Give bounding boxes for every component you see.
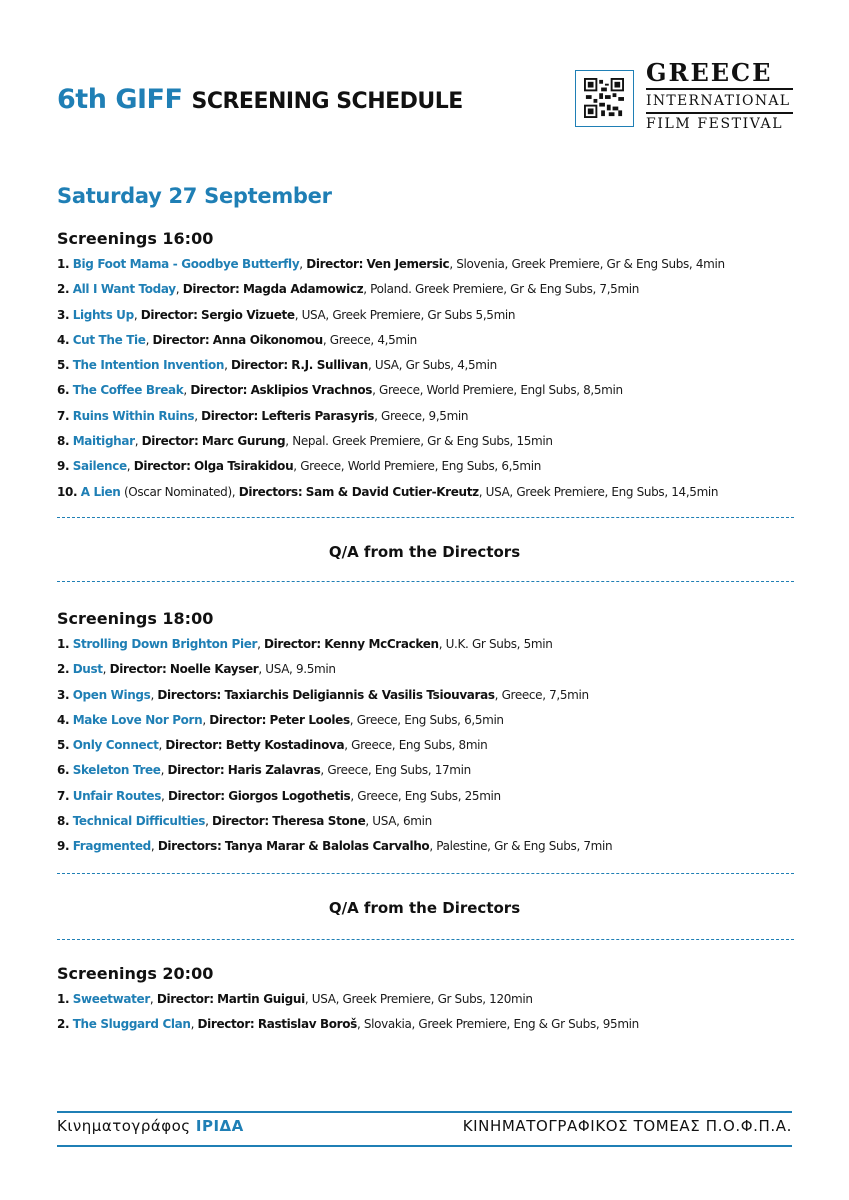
dashed-separator bbox=[57, 873, 794, 874]
film-title: Fragmented bbox=[72, 839, 151, 854]
screening-item bbox=[57, 404, 725, 429]
item-sep: , bbox=[150, 687, 158, 702]
item-sep: , bbox=[202, 712, 210, 727]
item-details: , USA, 6min bbox=[365, 814, 432, 829]
item-number: 9. bbox=[57, 459, 70, 474]
screening-item bbox=[57, 480, 725, 505]
item-details: , Greece, Eng Subs, 17min bbox=[320, 763, 471, 778]
item-sep: , bbox=[134, 434, 142, 449]
item-number: 1. bbox=[57, 637, 70, 651]
item-number: 2. bbox=[57, 1017, 70, 1032]
logo-rule-top bbox=[646, 88, 793, 90]
screening-item bbox=[57, 1012, 639, 1037]
screening-item bbox=[57, 987, 639, 1012]
item-number: 8. bbox=[57, 814, 70, 829]
director-label: Director: bbox=[167, 788, 225, 803]
item-number: 4. bbox=[57, 712, 70, 727]
item-number: 5. bbox=[57, 738, 70, 753]
screening-item bbox=[57, 252, 725, 277]
item-details: , USA, Greek Premiere, Gr Subs 5,5min bbox=[294, 307, 516, 322]
film-title: Sailence bbox=[72, 459, 127, 474]
item-number: 8. bbox=[57, 434, 70, 449]
item-sep: , bbox=[175, 282, 183, 297]
item-details: , USA, 9.5min bbox=[258, 662, 336, 677]
director-name: Betty Kostadinova bbox=[225, 738, 345, 753]
film-title: Sweetwater bbox=[72, 992, 150, 1006]
film-title: Ruins Within Ruins bbox=[72, 408, 195, 423]
director-label: Director: bbox=[190, 383, 248, 398]
screening-item bbox=[57, 834, 612, 859]
item-sep: , bbox=[194, 408, 202, 423]
screening-item bbox=[57, 454, 725, 479]
film-title: Big Foot Mama - Goodbye Butterfly bbox=[72, 257, 300, 271]
item-number: 7. bbox=[57, 788, 70, 803]
director-label: Director: bbox=[167, 763, 225, 778]
footer-venue-prefix: Κινηματογράφος bbox=[57, 1117, 191, 1135]
film-title: Make Love Nor Porn bbox=[72, 712, 203, 727]
director-name: Noelle Kayser bbox=[169, 662, 259, 677]
director-label: Directors: bbox=[238, 484, 303, 499]
film-title: The Sluggard Clan bbox=[72, 1017, 191, 1032]
item-details: , Greece, 4,5min bbox=[322, 332, 417, 347]
title-accent: 6th GIFF bbox=[57, 84, 183, 115]
item-details: , U.K. Gr Subs, 5min bbox=[438, 637, 553, 651]
item-sep: , bbox=[160, 763, 168, 778]
day-title: Saturday 27 September bbox=[57, 184, 332, 208]
screening-item bbox=[57, 632, 612, 657]
director-name: Asklipios Vrachnos bbox=[250, 383, 373, 398]
page-title bbox=[57, 84, 463, 115]
dashed-separator bbox=[57, 517, 794, 518]
screening-item bbox=[57, 784, 612, 809]
logo-line-film-festival: FILM FESTIVAL bbox=[646, 116, 784, 132]
footer-organizer: ΚΙΝΗΜΑΤΟΓΡΑΦΙΚΟΣ ΤΟΜΕΑΣ Π.Ο.Φ.Π.Α. bbox=[462, 1117, 792, 1135]
director-label: Director: bbox=[231, 358, 288, 373]
screening-list-1800 bbox=[57, 632, 612, 860]
item-number: 3. bbox=[57, 687, 70, 702]
item-sep: , bbox=[126, 459, 134, 474]
item-sep: , bbox=[150, 839, 158, 854]
film-title: Maitighar bbox=[72, 434, 135, 449]
block-heading-1600: Screenings 16:00 bbox=[57, 229, 214, 248]
film-title: Strolling Down Brighton Pier bbox=[72, 637, 258, 651]
screening-item bbox=[57, 303, 725, 328]
item-sep: , bbox=[183, 383, 191, 398]
dashed-separator bbox=[57, 939, 794, 940]
director-name: Giorgos Logothetis bbox=[228, 788, 351, 803]
director-name: Taxiarchis Deligiannis & Vasilis Tsiouvaras bbox=[224, 687, 495, 702]
director-name: R.J. Sullivan bbox=[291, 358, 368, 373]
footer-rule-top bbox=[57, 1111, 792, 1113]
director-label: Director: bbox=[165, 738, 223, 753]
item-sep: , bbox=[299, 257, 307, 271]
screening-item bbox=[57, 683, 612, 708]
director-label: Director: bbox=[109, 662, 167, 677]
footer-venue-name: ΙΡΙΔΑ bbox=[195, 1117, 244, 1135]
screening-item bbox=[57, 277, 725, 302]
footer-venue bbox=[57, 1117, 244, 1135]
item-number: 1. bbox=[57, 257, 70, 271]
director-label: Director: bbox=[182, 282, 240, 297]
screening-item bbox=[57, 809, 612, 834]
item-number: 2. bbox=[57, 282, 70, 297]
item-details: , Greece, World Premiere, Engl Subs, 8,5min bbox=[372, 383, 623, 398]
item-details: , Greece, Eng Subs, 6,5min bbox=[349, 712, 504, 727]
item-details: , Poland. Greek Premiere, Gr & Eng Subs, 7,5min bbox=[363, 282, 640, 297]
qr-code-frame bbox=[575, 70, 634, 127]
director-label: Director: bbox=[212, 814, 269, 829]
item-details: , Slovakia, Greek Premiere, Eng & Gr Subs, 95min bbox=[356, 1017, 639, 1032]
item-sep: , bbox=[158, 738, 166, 753]
film-title: Technical Difficulties bbox=[72, 814, 206, 829]
item-sep: , bbox=[190, 1017, 198, 1032]
film-title: Skeleton Tree bbox=[72, 763, 161, 778]
item-number: 10. bbox=[57, 484, 78, 499]
director-label: Director: bbox=[156, 992, 214, 1006]
director-label: Directors: bbox=[157, 687, 221, 702]
item-details: , Greece, Eng Subs, 8min bbox=[344, 738, 488, 753]
item-number: 7. bbox=[57, 408, 70, 423]
screening-item bbox=[57, 328, 725, 353]
block-heading-2000: Screenings 20:00 bbox=[57, 964, 214, 983]
director-name: Martin Guigui bbox=[217, 992, 305, 1006]
item-number: 1. bbox=[57, 992, 70, 1006]
festival-logo bbox=[575, 58, 793, 133]
film-title: The Coffee Break bbox=[72, 383, 184, 398]
item-sep: , bbox=[149, 992, 157, 1006]
director-name: Magda Adamowicz bbox=[242, 282, 364, 297]
item-details: , Greece, World Premiere, Eng Subs, 6,5min bbox=[293, 459, 541, 474]
director-name: Anna Oikonomou bbox=[212, 332, 323, 347]
footer-rule-bottom bbox=[57, 1145, 792, 1147]
director-label: Director: bbox=[141, 434, 199, 449]
item-sep: , bbox=[133, 307, 141, 322]
dashed-separator bbox=[57, 581, 794, 582]
item-details: , Greece, 7,5min bbox=[494, 687, 589, 702]
film-title: All I Want Today bbox=[72, 282, 176, 297]
director-name: Sam & David Cutier-Kreutz bbox=[305, 484, 479, 499]
film-title: Unfair Routes bbox=[72, 788, 161, 803]
film-title: Dust bbox=[72, 662, 103, 677]
item-extra: (Oscar Nominated), bbox=[120, 484, 239, 499]
screening-item bbox=[57, 657, 612, 682]
director-label: Director: bbox=[140, 307, 198, 322]
item-details: , USA, Greek Premiere, Gr Subs, 120min bbox=[304, 992, 533, 1006]
item-details: , Greece, Eng Subs, 25min bbox=[350, 788, 501, 803]
item-sep: , bbox=[145, 332, 153, 347]
screening-list-1600 bbox=[57, 252, 725, 505]
item-number: 5. bbox=[57, 358, 70, 373]
item-details: , USA, Greek Premiere, Eng Subs, 14,5min bbox=[478, 484, 719, 499]
film-title: Only Connect bbox=[72, 738, 159, 753]
film-title: A Lien bbox=[80, 484, 121, 499]
screening-item bbox=[57, 733, 612, 758]
film-title: Open Wings bbox=[72, 687, 151, 702]
director-name: Sergio Vizuete bbox=[201, 307, 295, 322]
item-details: , Greece, 9,5min bbox=[374, 408, 469, 423]
qr-code-icon bbox=[584, 78, 624, 118]
director-label: Directors: bbox=[157, 839, 222, 854]
item-sep: , bbox=[257, 637, 265, 651]
director-name: Theresa Stone bbox=[272, 814, 366, 829]
screening-item bbox=[57, 378, 725, 403]
director-name: Tanya Marar & Balolas Carvalho bbox=[224, 839, 430, 854]
film-title: Cut The Tie bbox=[72, 332, 146, 347]
block-heading-1800: Screenings 18:00 bbox=[57, 609, 214, 628]
screening-item bbox=[57, 429, 725, 454]
qa-label-2: Q/A from the Directors bbox=[328, 899, 521, 917]
director-label: Director: bbox=[201, 408, 258, 423]
item-number: 6. bbox=[57, 763, 70, 778]
director-name: Kenny McCracken bbox=[324, 637, 439, 651]
item-sep: , bbox=[224, 358, 232, 373]
director-label: Director: bbox=[197, 1017, 255, 1032]
director-name: Ven Jemersic bbox=[366, 257, 450, 271]
director-label: Director: bbox=[209, 712, 267, 727]
item-number: 6. bbox=[57, 383, 70, 398]
director-label: Director: bbox=[264, 637, 321, 651]
item-sep: , bbox=[205, 814, 212, 829]
item-details: , Nepal. Greek Premiere, Gr & Eng Subs, 15min bbox=[285, 434, 553, 449]
item-sep: , bbox=[161, 788, 168, 803]
item-number: 9. bbox=[57, 839, 70, 854]
screening-list-2000 bbox=[57, 987, 639, 1038]
logo-line-greece: GREECE bbox=[646, 58, 773, 87]
item-details: , Palestine, Gr & Eng Subs, 7min bbox=[429, 839, 613, 854]
logo-line-international: INTERNATIONAL bbox=[646, 93, 791, 109]
director-name: Haris Zalavras bbox=[227, 763, 321, 778]
director-name: Rastislav Boroš bbox=[257, 1017, 357, 1032]
director-label: Director: bbox=[306, 257, 364, 271]
item-number: 3. bbox=[57, 307, 70, 322]
item-number: 4. bbox=[57, 332, 70, 347]
director-name: Lefteris Parasyris bbox=[261, 408, 375, 423]
director-label: Director: bbox=[133, 459, 191, 474]
item-details: , USA, Gr Subs, 4,5min bbox=[367, 358, 497, 373]
screening-item bbox=[57, 353, 725, 378]
item-sep: , bbox=[102, 662, 110, 677]
director-name: Marc Gurung bbox=[201, 434, 286, 449]
qa-label: Q/A from the Directors bbox=[328, 543, 521, 561]
screening-item bbox=[57, 708, 612, 733]
logo-rule-middle bbox=[646, 112, 793, 114]
film-title: The Intention Invention bbox=[72, 358, 225, 373]
item-details: , Slovenia, Greek Premiere, Gr & Eng Subs, 4min bbox=[449, 257, 725, 271]
director-label: Director: bbox=[152, 332, 210, 347]
director-name: Olga Tsirakidou bbox=[194, 459, 294, 474]
director-name: Peter Looles bbox=[269, 712, 350, 727]
item-number: 2. bbox=[57, 662, 70, 677]
film-title: Lights Up bbox=[72, 307, 134, 322]
title-main: SCREENING SCHEDULE bbox=[191, 89, 463, 114]
screening-item bbox=[57, 758, 612, 783]
